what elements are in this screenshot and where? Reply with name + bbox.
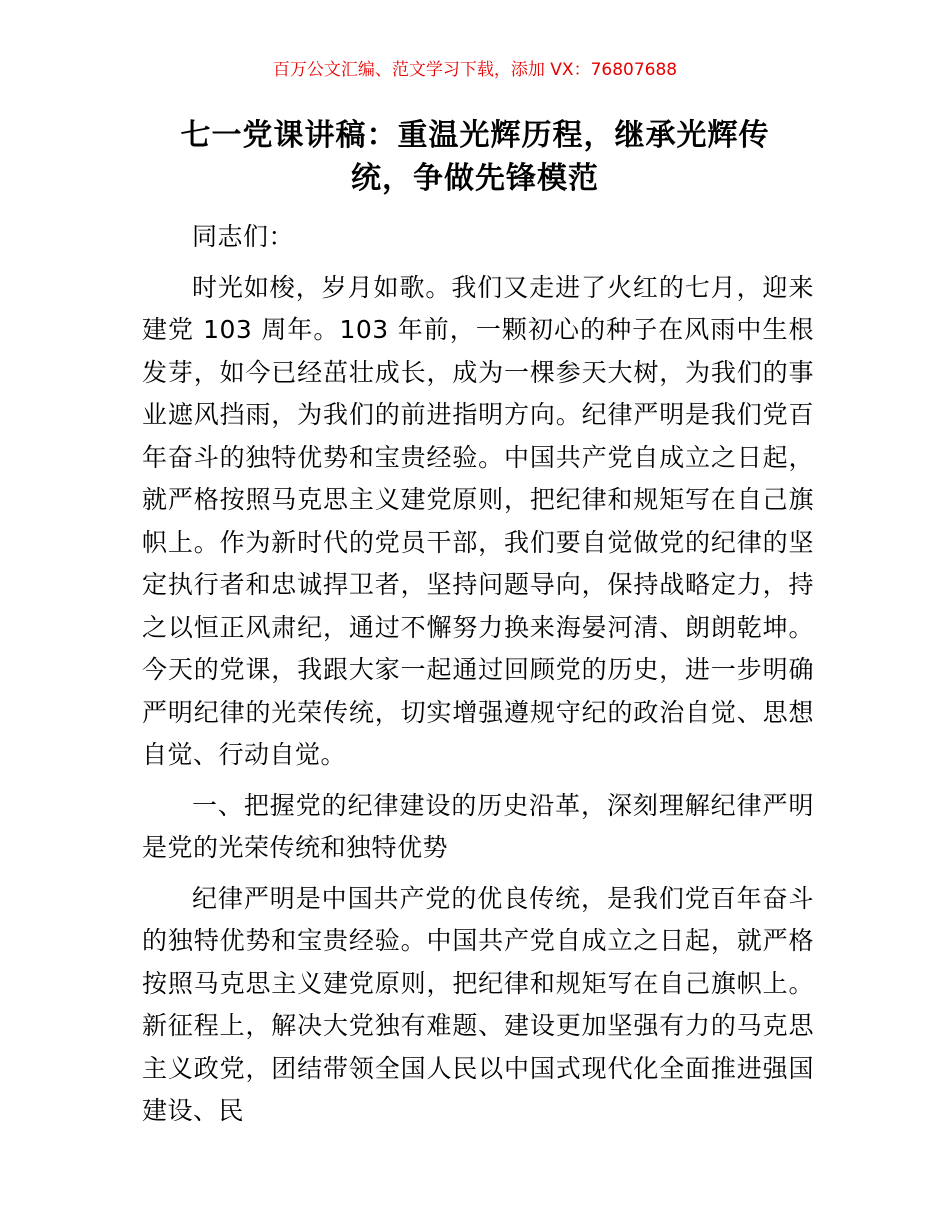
- salutation: 同志们：: [192, 222, 295, 251]
- header-note: 百万公文汇编、范文学习下载，添加 VX：76807688: [272, 60, 678, 80]
- section-heading: 一、把握党的纪律建设的历史沿革，深刻理解纪律严明是党的光荣传统和独特优势: [142, 790, 814, 862]
- paragraph: 纪律严明是中国共产党的优良传统，是我们党百年奋斗的独特优势和宝贵经验。中国共产党自成立之日起，就严格按照马克思主义建党原则，把纪律和规矩写在自己旗帜上。新征程上，解决大党独有难题、建设更加坚强有力的马克思主义政党，团结带领全国人民以中国式现代化全面推进强国建设、民: [142, 883, 814, 1125]
- document-body: [142, 216, 814, 1141]
- paragraph: 时光如梭，岁月如歌。我们又走进了火红的七月，迎来建党 103 周年。103 年前，一颗初心的种子在风雨中生根发芽，如今已经茁壮成长，成为一棵参天大树，为我们的事业遮风挡雨，为我们的前进指明方向。纪律严明是我们党百年奋斗的独特优势和宝贵经验。中国共产党自成立之日起，就严格按照马克思主义建党原则，把纪律和规矩写在自己旗帜上。作为新时代的党员干部，我们要自觉做党的纪律的坚定执行者和忠诚捍卫者，坚持问题导向，保持战略定力，持之以恒正风肃纪，通过不懈努力换来海晏河清、朗朗乾坤。今天的党课，我跟大家一起通过回顾党的历史，进一步明确严明纪律的光荣传统，切实增强遵规守纪的政治自觉、思想自觉、行动自觉。: [142, 272, 814, 769]
- document-title: 七一党课讲稿：重温光辉历程，继承光辉传统，争做先锋模范: [180, 118, 770, 196]
